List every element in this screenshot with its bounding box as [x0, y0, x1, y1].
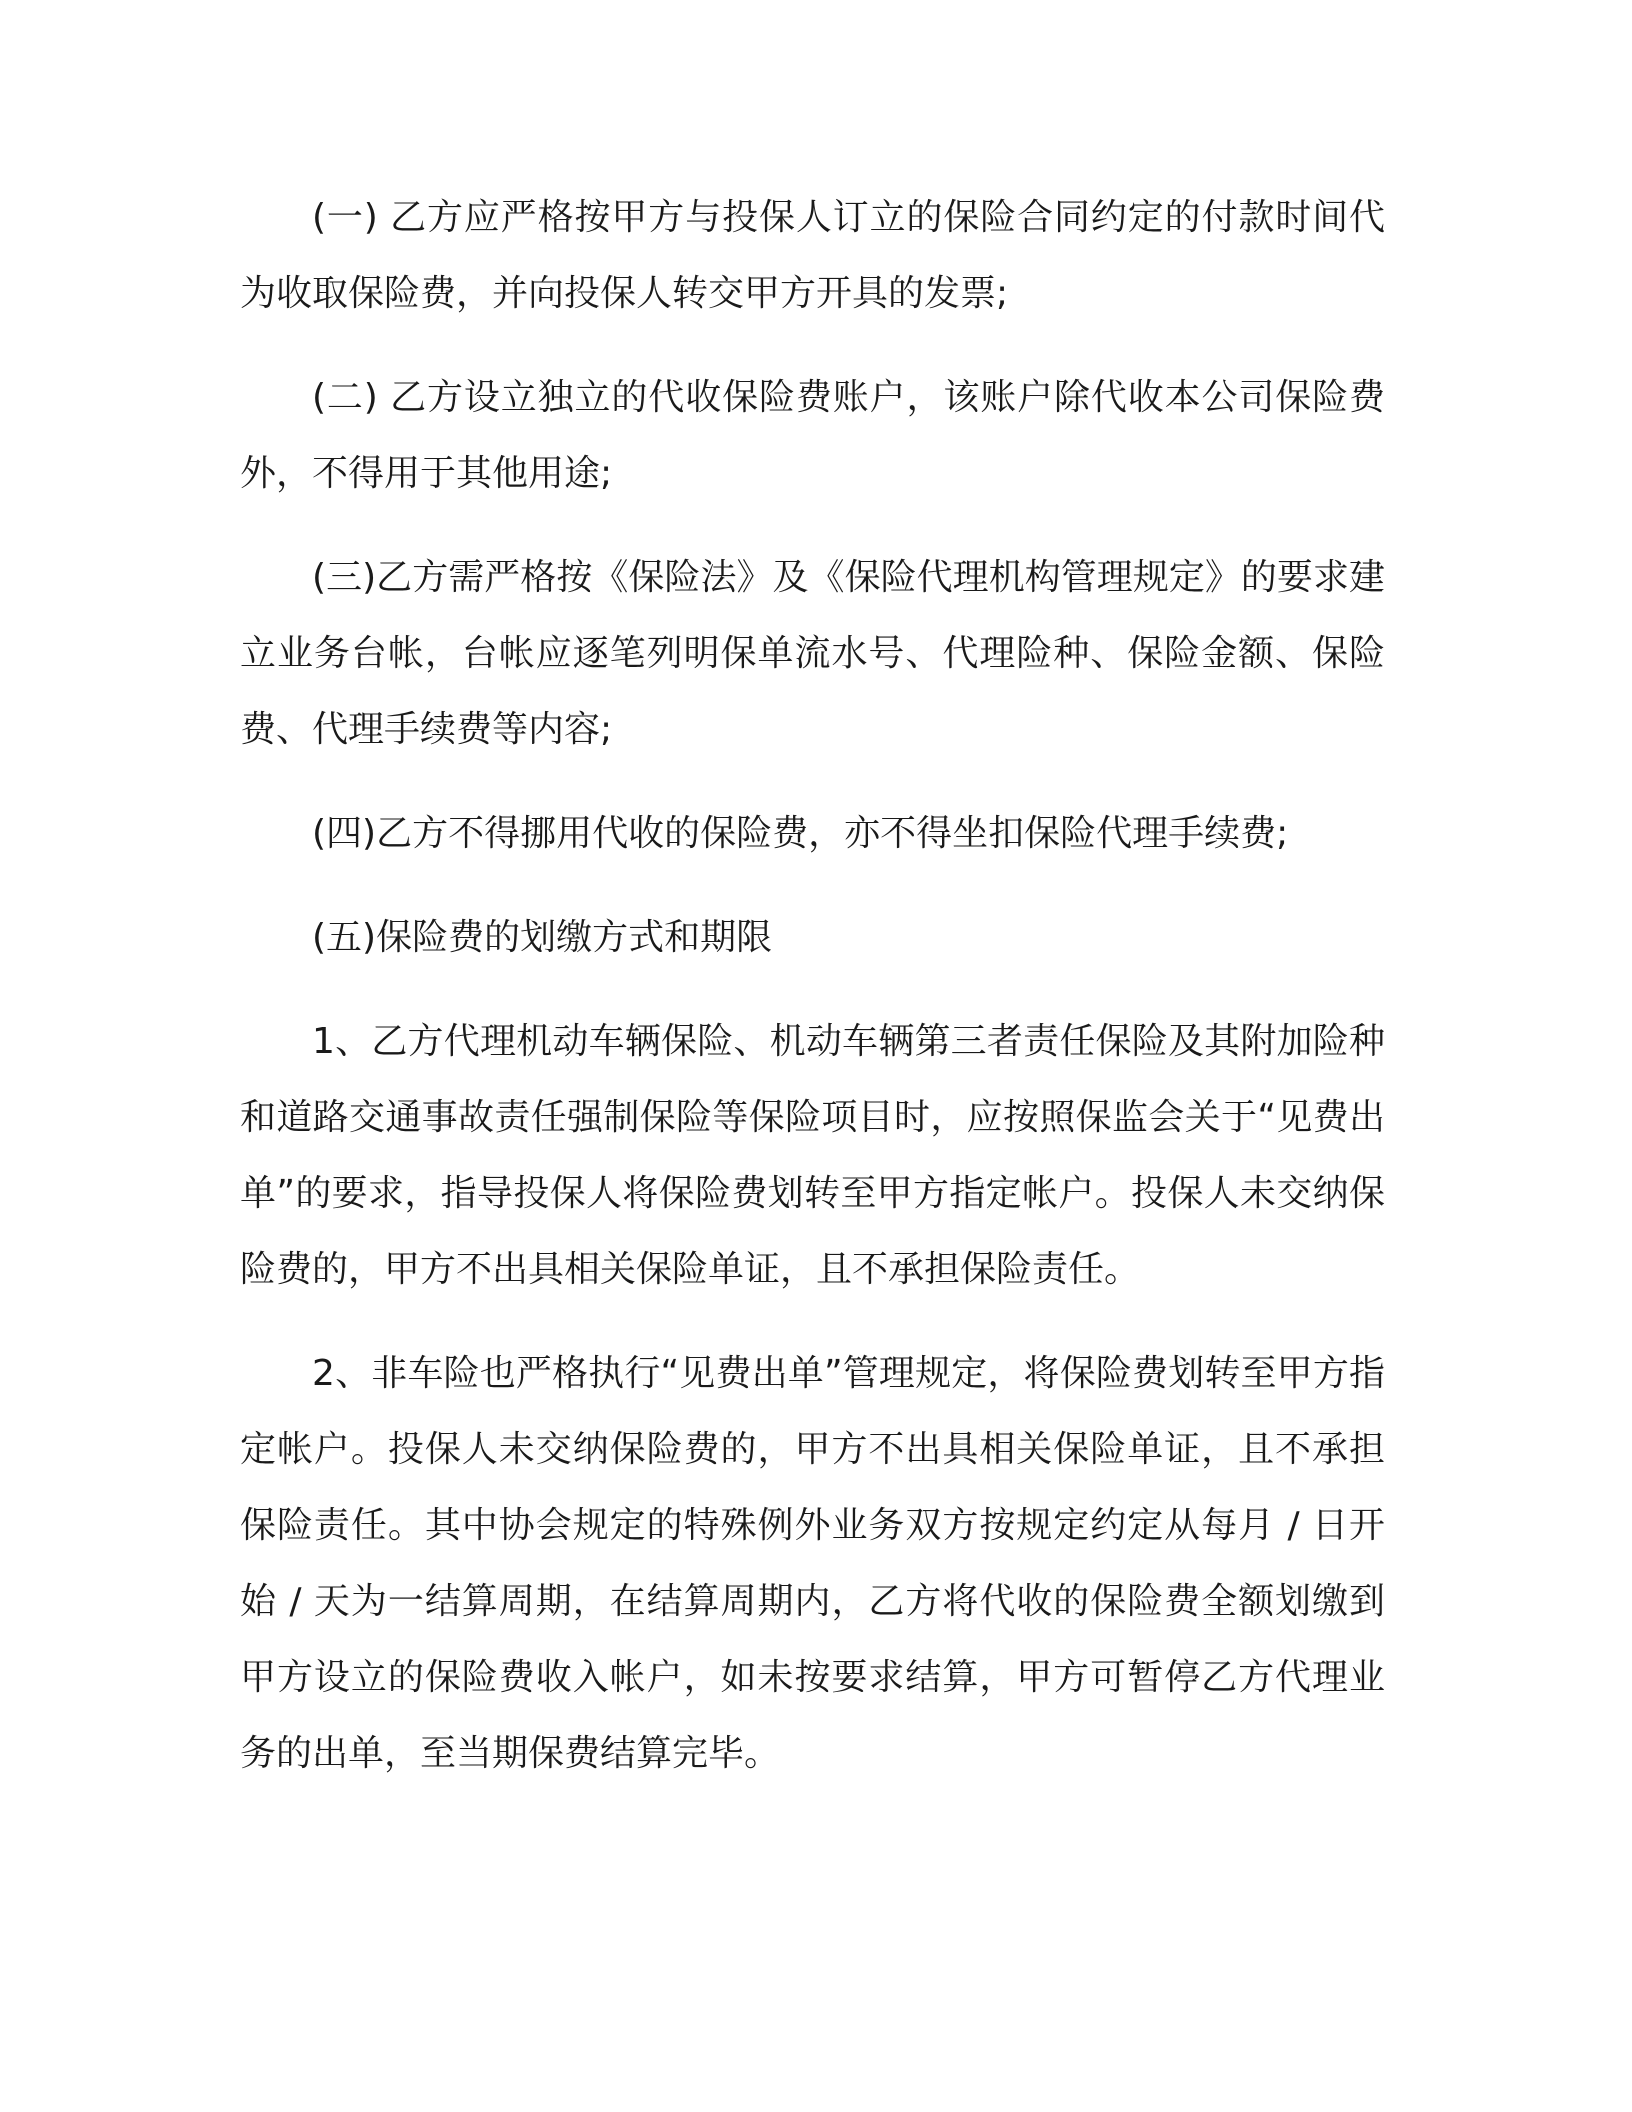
document-page [240, 180, 1385, 1820]
clause-3-paragraph: (三)乙方需严格按《保险法》及《保险代理机构管理规定》的要求建立业务台帐，台帐应逐笔列明保单流水号、代理险种、保险金额、保险费、代理手续费等内容; [240, 557, 1385, 750]
clause-1-paragraph: (一) 乙方应严格按甲方与投保人订立的保险合同约定的付款时间代为收取保险费，并向投保人转交甲方开具的发票; [240, 197, 1385, 314]
clause-4-paragraph: (四)乙方不得挪用代收的保险费，亦不得坐扣保险代理手续费; [312, 813, 1289, 854]
clause-5-item-2-paragraph: 2、非车险也严格执行“见费出单”管理规定，将保险费划转至甲方指定帐户。投保人未交纳保险费的，甲方不出具相关保险单证，且不承担保险责任。其中协会规定的特殊例外业务双方按规定约定从每月 / 日开始 / 天为一结算周期，在结算周期内，乙方将代收的保险费全额划缴到甲方设立的保险费收入帐户，如未按要求结算，甲方可暂停乙方代理业务的出单，至当期保费结算完毕。 [240, 1353, 1385, 1774]
clause-2-paragraph: (二) 乙方设立独立的代收保险费账户，该账户除代收本公司保险费外，不得用于其他用途; [240, 377, 1385, 494]
clause-5-item-1-paragraph: 1、乙方代理机动车辆保险、机动车辆第三者责任保险及其附加险种和道路交通事故责任强制保险等保险项目时，应按照保监会关于“见费出单”的要求，指导投保人将保险费划转至甲方指定帐户。投保人未交纳保险费的，甲方不出具相关保险单证，且不承担保险责任。 [240, 1021, 1385, 1290]
clause-5-heading: (五)保险费的划缴方式和期限 [312, 917, 773, 958]
